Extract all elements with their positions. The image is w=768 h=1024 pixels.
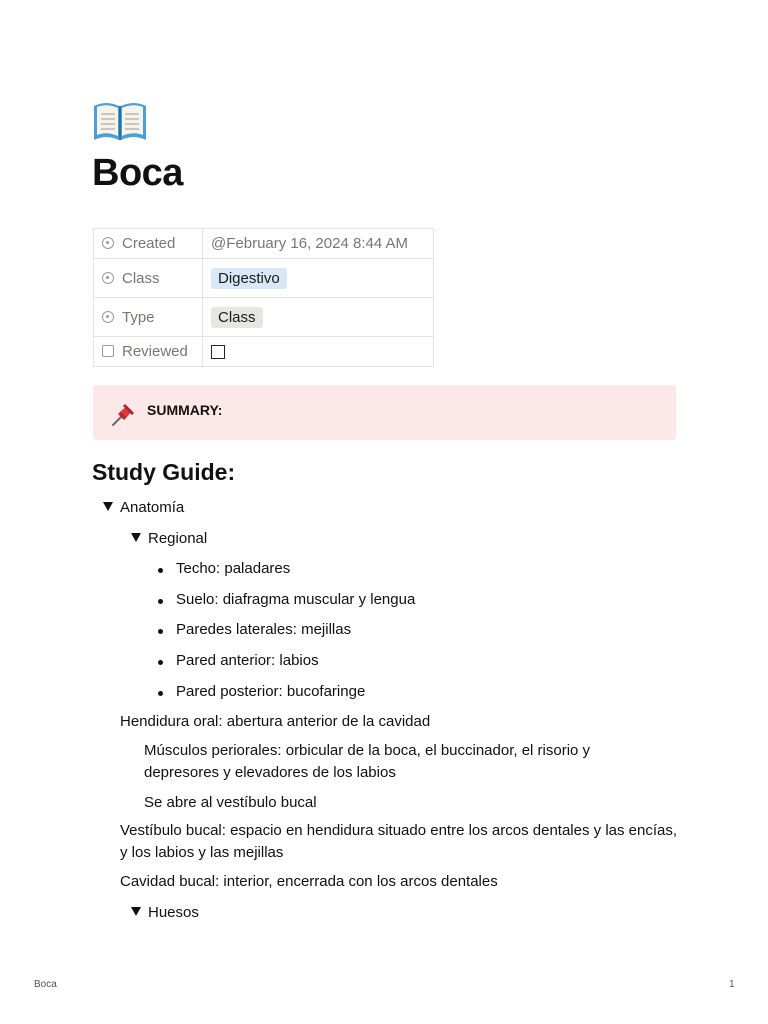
list-item: Paredes laterales: mejillas <box>176 621 352 638</box>
toggle-anatomia[interactable] <box>103 497 184 519</box>
property-label: Type <box>122 308 155 326</box>
pushpin-icon <box>109 401 137 429</box>
bullet-dot <box>158 691 163 696</box>
clock-icon <box>102 237 114 249</box>
bullet-dot <box>158 629 163 634</box>
property-key-class <box>94 259 203 298</box>
created-value: @February 16, 2024 8:44 AM <box>203 229 434 259</box>
paragraph-vestibulo-abre: Se abre al vestíbulo bucal <box>144 794 317 811</box>
reviewed-value-cell[interactable] <box>203 337 434 367</box>
list-item: Pared anterior: labios <box>176 652 319 669</box>
reviewed-checkbox[interactable] <box>211 345 225 359</box>
paragraph-vestibulo: Vestíbulo bucal: espacio en hendidura situado entre los arcos dentales y las encías, y los labios y las mejillas <box>120 822 678 861</box>
toggle-label: Anatomía <box>120 499 185 516</box>
properties-table <box>93 228 434 367</box>
page-title: Boca <box>92 152 183 194</box>
toggle-triangle-icon[interactable] <box>103 502 113 511</box>
property-label: Reviewed <box>122 343 188 360</box>
property-row-class <box>94 259 434 298</box>
property-key-reviewed <box>94 337 203 367</box>
bullet-dot <box>158 568 163 573</box>
open-book-icon <box>92 98 148 144</box>
bullet-dot <box>158 599 163 604</box>
list-item: Pared posterior: bucofaringe <box>176 683 366 700</box>
list-item: Techo: paladares <box>176 560 291 577</box>
summary-callout <box>93 385 676 440</box>
list-item: Suelo: diafragma muscular y lengua <box>176 591 416 608</box>
select-icon <box>102 272 114 284</box>
select-icon <box>102 311 114 323</box>
study-guide-heading: Study Guide: <box>92 459 236 485</box>
callout-text: SUMMARY: <box>147 402 223 418</box>
checkbox-property-icon <box>102 345 114 357</box>
class-tag[interactable]: Digestivo <box>211 268 287 289</box>
property-key-created <box>94 229 203 259</box>
toggle-label: Huesos <box>148 904 199 921</box>
type-value-cell[interactable] <box>203 298 434 337</box>
toggle-label: Regional <box>148 530 208 547</box>
property-row-type <box>94 298 434 337</box>
toggle-huesos[interactable] <box>131 902 199 924</box>
footer-page-number: 1 <box>729 979 735 990</box>
property-label: Class <box>122 269 160 287</box>
paragraph-cavidad: Cavidad bucal: interior, encerrada con los arcos dentales <box>120 873 498 890</box>
paragraph-musculos: Músculos periorales: orbicular de la boca, el buccinador, el risorio y depresores y elevadores de los labios <box>144 742 591 781</box>
property-row-created <box>94 229 434 259</box>
toggle-triangle-icon[interactable] <box>131 533 141 542</box>
bullet-dot <box>158 660 163 665</box>
toggle-regional[interactable] <box>131 528 207 550</box>
property-key-type <box>94 298 203 337</box>
class-value-cell[interactable] <box>203 259 434 298</box>
property-label: Created <box>122 235 176 252</box>
type-tag[interactable]: Class <box>211 307 263 328</box>
footer-title: Boca <box>34 979 57 990</box>
toggle-triangle-icon[interactable] <box>131 907 141 916</box>
property-row-reviewed <box>94 337 434 367</box>
paragraph-hendidura: Hendidura oral: abertura anterior de la cavidad <box>120 713 431 730</box>
